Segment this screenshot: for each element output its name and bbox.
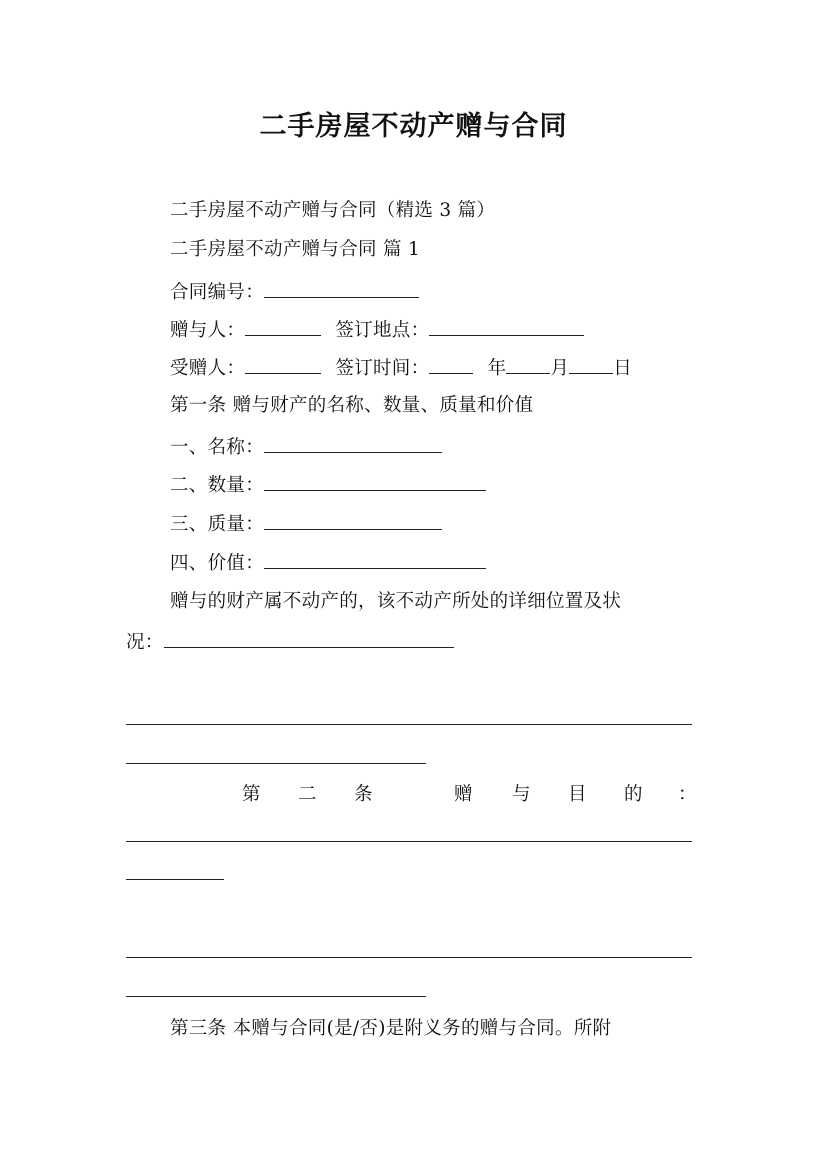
article-2-char: 与	[512, 784, 531, 805]
donor-blank[interactable]	[245, 316, 321, 336]
item-name-blank[interactable]	[264, 433, 442, 453]
day-blank[interactable]	[569, 354, 613, 374]
article-2-char: 的	[624, 784, 643, 805]
article-2-char: ：	[678, 784, 697, 805]
blank-line[interactable]	[126, 763, 426, 764]
subtitle: 二手房屋不动产赠与合同（精选 3 篇）	[170, 200, 496, 221]
item-name-label: 一、名称：	[170, 437, 265, 458]
day-label: 日	[613, 358, 633, 379]
year-label: 年	[487, 358, 507, 379]
article-3-text: 第三条 本赠与合同(是/否)是附义务的赠与合同。所附	[170, 1018, 612, 1039]
contract-number-row	[170, 278, 419, 305]
article-1-heading: 第一条 赠与财产的名称、数量、质量和价值	[170, 395, 534, 416]
realty-location-blank[interactable]	[164, 628, 454, 648]
contract-number-blank[interactable]	[264, 278, 419, 298]
contract-number-label: 合同编号：	[170, 282, 265, 303]
blank-line[interactable]	[126, 841, 692, 842]
year-blank[interactable]	[429, 354, 473, 374]
blank-line[interactable]	[126, 996, 426, 997]
article-2-char: 第	[242, 784, 261, 805]
donee-blank[interactable]	[245, 354, 321, 374]
item-quantity-row	[170, 471, 486, 498]
item-value-blank[interactable]	[264, 549, 486, 569]
month-blank[interactable]	[506, 354, 550, 374]
document-title: 二手房屋不动产赠与合同	[259, 111, 568, 142]
blank-line[interactable]	[126, 879, 224, 880]
sign-place-blank[interactable]	[429, 316, 584, 336]
item-quality-label: 三、质量：	[170, 514, 265, 535]
item-quality-row	[170, 510, 442, 537]
item-quantity-blank[interactable]	[264, 471, 486, 491]
article-2-char: 条	[354, 784, 373, 805]
article-2-char: 二	[298, 784, 317, 805]
sign-time-label: 签订时间：	[335, 358, 430, 379]
item-value-label: 四、价值：	[170, 553, 265, 574]
blank-line[interactable]	[126, 957, 692, 958]
donor-row	[170, 316, 584, 343]
donor-label: 赠与人：	[170, 320, 246, 341]
item-quality-blank[interactable]	[264, 510, 442, 530]
month-label: 月	[550, 358, 570, 379]
donee-row	[170, 354, 632, 381]
realty-location-label: 况：	[126, 632, 164, 653]
item-name-row	[170, 433, 442, 460]
sign-place-label: 签订地点：	[335, 320, 430, 341]
article-2-char: 目	[568, 784, 587, 805]
item-quantity-label: 二、数量：	[170, 475, 265, 496]
article-2-char: 赠	[454, 784, 473, 805]
item-value-row	[170, 549, 486, 576]
section-heading: 二手房屋不动产赠与合同 篇 1	[170, 239, 421, 260]
blank-line[interactable]	[126, 724, 692, 725]
realty-paragraph-line-1: 赠与的财产属不动产的，该不动产所处的详细位置及状	[170, 591, 622, 612]
realty-paragraph-line-2	[126, 628, 454, 655]
donee-label: 受赠人：	[170, 358, 246, 379]
